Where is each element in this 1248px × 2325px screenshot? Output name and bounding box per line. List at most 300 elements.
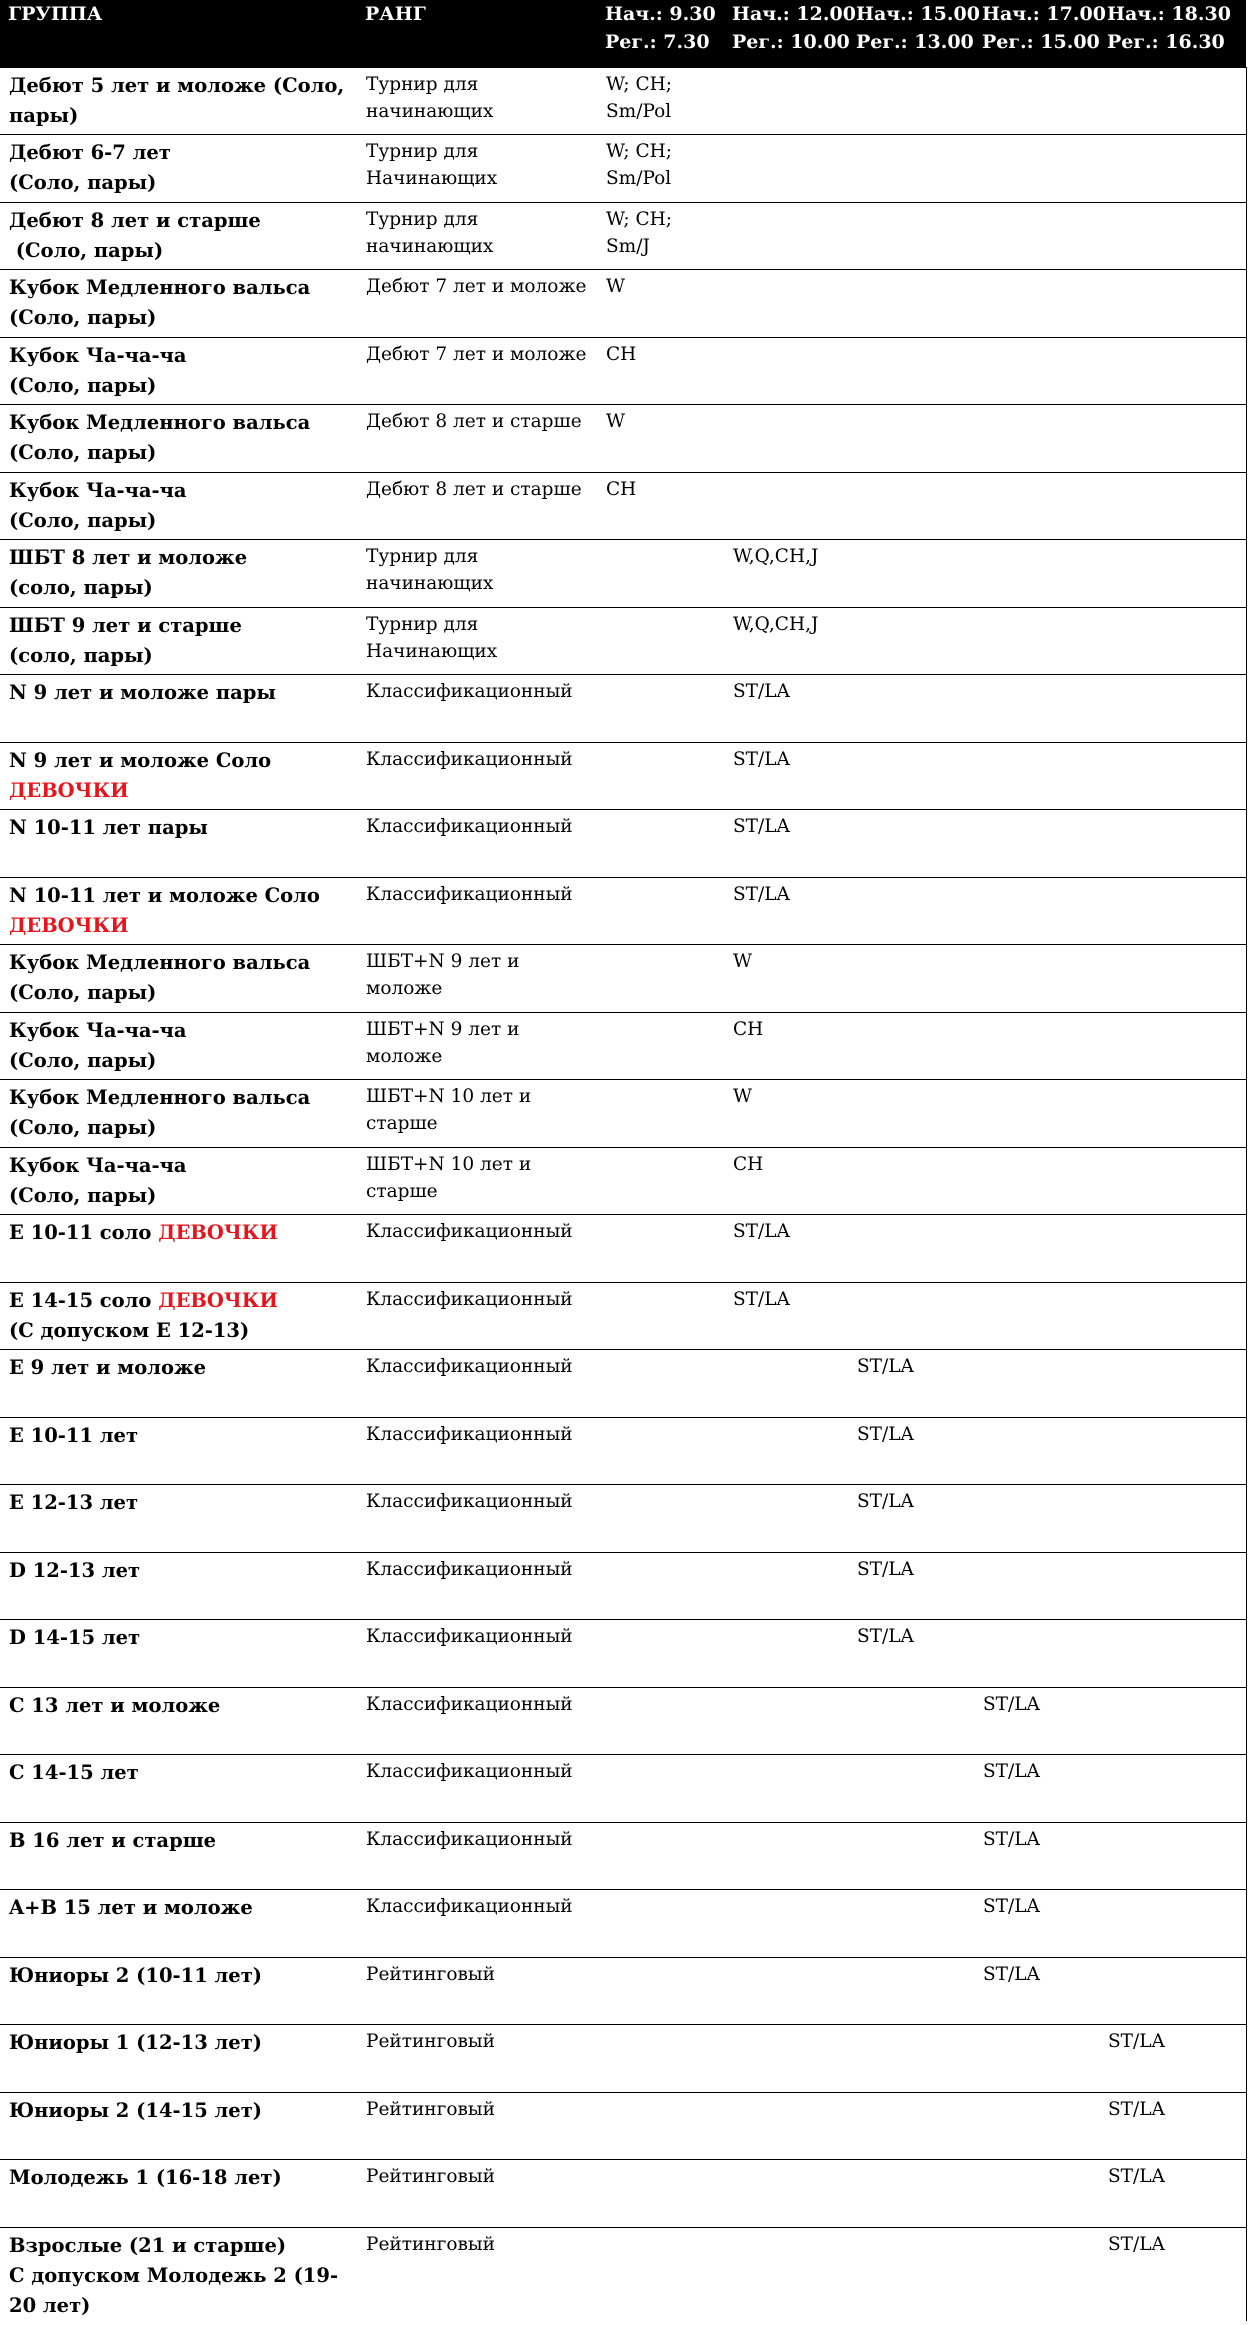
session-cell [1099,135,1246,203]
group-cell [0,810,357,878]
dances-cell: ST/LA [974,1755,1099,1823]
group-name: Дебют 8 лет и старше (Соло, пары) [9,208,261,262]
session-cell [974,337,1099,405]
session-cell [974,675,1099,743]
session-cell [848,2092,974,2160]
rank-cell: Турнир для начинающих [357,67,597,135]
session-cell [597,1485,724,1553]
group-name: ШБТ 9 лет и старше (соло, пары) [9,613,242,667]
session-cell [974,2025,1099,2093]
table-row [0,1755,1246,1823]
table-row [0,1957,1246,2025]
rank-cell: Классификационный [357,1417,597,1485]
group-cell [0,742,357,810]
session-cell [1099,877,1246,945]
session-cell [1099,1755,1246,1823]
session-cell [1099,202,1246,270]
group-cell [0,1147,357,1215]
dances-cell: W [597,405,724,473]
session-cell [1099,1215,1246,1283]
dances-cell: ST/LA [724,742,848,810]
header-row [0,0,1246,67]
table-row [0,1620,1246,1688]
session-cell [848,742,974,810]
group-name: N 10-11 лет пары [9,816,208,839]
group-cell [0,1012,357,1080]
group-note: (С допуском E 12-13) [9,1318,250,1342]
session-column-header [974,0,1106,67]
group-cell [0,1215,357,1283]
session-cell [848,1147,974,1215]
dances-cell: ST/LA [848,1350,974,1418]
group-name: Дебют 6-7 лет (Соло, пары) [9,141,171,194]
rank-cell: Классификационный [357,742,597,810]
table-header [0,0,1246,67]
group-name: Дебют 5 лет и моложе (Соло, пары) [9,73,351,127]
session-column-header [848,0,980,67]
dances-cell: W; CH; Sm/J [597,202,724,270]
group-name: Молодежь 1 (16-18 лет) [9,2166,282,2189]
group-cell [0,337,357,405]
session-cell [974,1620,1099,1688]
rank-cell: Дебют 7 лет и моложе [357,270,597,338]
dances-cell: ST/LA [974,1890,1099,1958]
session-cell [974,810,1099,878]
dances-cell: W,Q,CH,J [724,540,848,608]
rank-cell: ШБТ+N 10 лет и старше [357,1080,597,1148]
session-cell [974,67,1099,135]
session-cell [597,2092,724,2160]
group-name: E 9 лет и моложе [9,1356,207,1379]
group-column-header: ГРУППА [8,3,103,25]
session-registration-time: Рег.: 7.30 [605,31,710,53]
dances-cell: CH [724,1012,848,1080]
group-cell [0,1282,357,1350]
rank-cell: Дебют 8 лет и старше [357,405,597,473]
rank-cell: Турнир для Начинающих [357,607,597,675]
rank-cell: Классификационный [357,810,597,878]
group-cell [0,1755,357,1823]
session-cell [597,1417,724,1485]
rank-cell: Классификационный [357,1822,597,1890]
session-cell [848,810,974,878]
dances-cell: ST/LA [1099,2092,1246,2160]
session-cell [724,135,848,203]
session-cell [1099,1147,1246,1215]
session-cell [597,607,724,675]
rank-cell: Классификационный [357,1620,597,1688]
group-cell [0,1485,357,1553]
session-cell [597,1080,724,1148]
table-row [0,2227,1246,2321]
group-cell [0,2092,357,2160]
session-start-time: Нач.: 18.30 [1107,3,1231,25]
group-cell [0,2160,357,2228]
group-name: Кубок Медленного вальса (Соло, пары) [9,1086,311,1139]
session-cell [848,1890,974,1958]
table-row [0,135,1246,203]
session-cell [1099,810,1246,878]
dances-cell: ST/LA [724,675,848,743]
session-cell [597,2227,724,2321]
session-cell [974,1215,1099,1283]
session-cell [724,2092,848,2160]
session-cell [848,67,974,135]
session-cell [848,135,974,203]
session-cell [724,1822,848,1890]
table-row [0,945,1246,1013]
session-cell [974,135,1099,203]
table-row [0,472,1246,540]
session-column-header [597,0,724,67]
session-cell [1099,607,1246,675]
group-name: C 14-15 лет [9,1761,139,1784]
dances-cell: ST/LA [724,877,848,945]
session-column-header [724,0,856,67]
table-row [0,675,1246,743]
session-cell [724,202,848,270]
session-cell [848,1755,974,1823]
group-cell [0,877,357,945]
group-cell [0,2227,357,2321]
session-cell [724,1755,848,1823]
dances-cell: ST/LA [848,1417,974,1485]
session-cell [597,1147,724,1215]
dances-cell: ST/LA [974,1957,1099,2025]
session-cell [974,472,1099,540]
session-cell [597,1957,724,2025]
rank-cell: ШБТ+N 10 лет и старше [357,1147,597,1215]
session-cell [848,877,974,945]
session-cell [1099,1485,1246,1553]
table-row [0,1417,1246,1485]
group-cell [0,1620,357,1688]
session-cell [1099,270,1246,338]
dances-cell: ST/LA [1099,2227,1246,2321]
group-cell [0,270,357,338]
table-row [0,270,1246,338]
rank-cell: Турнир для начинающих [357,540,597,608]
dances-cell: ST/LA [974,1822,1099,1890]
group-name: N 9 лет и моложе Соло [9,748,272,772]
session-cell [848,270,974,338]
dances-cell: CH [597,472,724,540]
group-name: Кубок Медленного вальса (Соло, пары) [9,411,311,464]
session-cell [1099,675,1246,743]
group-cell [0,1350,357,1418]
group-name: Кубок Ча-ча-ча (Соло, пары) [9,343,187,397]
session-cell [974,270,1099,338]
dances-cell: ST/LA [724,1215,848,1283]
session-cell [974,1080,1099,1148]
session-cell [724,2160,848,2228]
session-cell [974,405,1099,473]
session-start-time: Нач.: 12.00 [732,3,856,25]
rank-cell: Классификационный [357,1350,597,1418]
group-gender-label: ДЕВОЧКИ [9,913,129,937]
session-cell [597,1687,724,1755]
group-cell [0,2025,357,2093]
session-cell [848,202,974,270]
rank-cell: Классификационный [357,675,597,743]
session-cell [974,540,1099,608]
session-cell [1099,1417,1246,1485]
table-row [0,2025,1246,2093]
group-name: Взрослые (21 и старше) С допуском Молодежь 2 (19-20 лет) [9,2233,339,2317]
group-cell [0,1552,357,1620]
session-cell [974,1012,1099,1080]
group-cell [0,1417,357,1485]
group-cell [0,1957,357,2025]
session-cell [724,1890,848,1958]
session-cell [724,270,848,338]
group-gender-label: ДЕВОЧКИ [9,778,129,802]
table-row [0,1147,1246,1215]
dances-cell: ST/LA [1099,2160,1246,2228]
group-cell [0,472,357,540]
session-cell [848,472,974,540]
rank-cell: ШБТ+N 9 лет и моложе [357,1012,597,1080]
dances-cell: W,Q,CH,J [724,607,848,675]
session-cell [974,607,1099,675]
session-cell [597,1350,724,1418]
rank-cell: Турнир для начинающих [357,202,597,270]
group-gender-label: ДЕВОЧКИ [158,1288,278,1312]
session-cell [974,2160,1099,2228]
session-cell [597,877,724,945]
session-cell [597,2160,724,2228]
dances-cell: CH [597,337,724,405]
group-name: Юниоры 1 (12-13 лет) [9,2031,263,2054]
session-cell [597,1755,724,1823]
session-cell [1099,1552,1246,1620]
group-name: D 12-13 лет [9,1558,141,1582]
dances-cell: ST/LA [724,810,848,878]
session-cell [724,2227,848,2321]
dances-cell: ST/LA [848,1620,974,1688]
group-name: B 16 лет и старше [9,1828,217,1852]
group-name: N 9 лет и моложе пары [9,681,276,704]
group-name: A+B 15 лет и моложе [9,1896,253,1919]
rank-cell: ШБТ+N 9 лет и моложе [357,945,597,1013]
group-cell [0,607,357,675]
rank-cell: Рейтинговый [357,2025,597,2093]
session-cell [1099,1080,1246,1148]
dances-cell: ST/LA [974,1687,1099,1755]
table-row [0,67,1246,135]
session-cell [848,1822,974,1890]
session-cell [974,2227,1099,2321]
session-start-time: Нач.: 9.30 [605,3,716,25]
session-cell [848,2160,974,2228]
session-cell [724,1620,848,1688]
rank-cell: Турнир для Начинающих [357,135,597,203]
table-row [0,1282,1246,1350]
table-row [0,1552,1246,1620]
session-cell [597,675,724,743]
session-cell [1099,1890,1246,1958]
group-name: E 12-13 лет [9,1491,139,1514]
group-name: Юниоры 2 (14-15 лет) [9,2098,263,2122]
session-cell [724,1552,848,1620]
group-name: Кубок Ча-ча-ча (Соло, пары) [9,1018,187,1072]
session-cell [848,1957,974,2025]
session-cell [1099,540,1246,608]
dances-cell: CH [724,1147,848,1215]
group-name: E 14-15 соло [9,1288,159,1312]
rank-cell: Дебют 7 лет и моложе [357,337,597,405]
session-cell [597,1215,724,1283]
session-cell [1099,1957,1246,2025]
session-cell [1099,1687,1246,1755]
session-cell [724,337,848,405]
table-row [0,1890,1246,1958]
session-cell [848,337,974,405]
session-column-header [1099,0,1246,67]
group-cell [0,1687,357,1755]
rank-cell: Классификационный [357,1687,597,1755]
dances-cell: ST/LA [848,1485,974,1553]
session-cell [1099,337,1246,405]
session-cell [848,1282,974,1350]
session-cell [974,202,1099,270]
session-cell [974,2092,1099,2160]
group-name: Кубок Ча-ча-ча (Соло, пары) [9,1153,187,1207]
session-cell [974,1350,1099,1418]
dances-cell: W [597,270,724,338]
session-cell [1099,945,1246,1013]
session-cell [597,1620,724,1688]
rank-cell: Классификационный [357,1890,597,1958]
session-cell [1099,742,1246,810]
table-row [0,337,1246,405]
table-row [0,1687,1246,1755]
session-cell [597,810,724,878]
table-row [0,540,1246,608]
session-cell [848,540,974,608]
session-registration-time: Рег.: 15.00 [982,31,1100,53]
group-cell [0,540,357,608]
session-cell [848,2227,974,2321]
session-cell [1099,67,1246,135]
rank-column-header: РАНГ [365,3,426,25]
table-row [0,2160,1246,2228]
rank-cell: Классификационный [357,1282,597,1350]
group-name: N 10-11 лет и моложе Соло [9,883,320,907]
table-row [0,877,1246,945]
group-cell [0,1080,357,1148]
table-row [0,1215,1246,1283]
group-cell [0,945,357,1013]
table-row [0,1080,1246,1148]
dances-cell: W; CH; Sm/Pol [597,135,724,203]
session-cell [597,1822,724,1890]
group-cell [0,675,357,743]
group-gender-label: ДЕВОЧКИ [158,1221,278,1244]
table-row [0,1012,1246,1080]
session-cell [974,1417,1099,1485]
session-cell [848,1012,974,1080]
session-cell [597,2025,724,2093]
session-cell [724,2025,848,2093]
session-cell [597,1012,724,1080]
group-name: D 14-15 лет [9,1626,141,1649]
session-cell [724,472,848,540]
session-cell [724,1957,848,2025]
dances-cell: ST/LA [1099,2025,1246,2093]
session-cell [848,945,974,1013]
group-name: Кубок Медленного вальса (Соло, пары) [9,951,311,1004]
session-cell [1099,1620,1246,1688]
group-cell [0,405,357,473]
rank-cell: Классификационный [357,1215,597,1283]
dances-cell: W [724,1080,848,1148]
table-row [0,607,1246,675]
group-cell [0,202,357,270]
session-registration-time: Рег.: 10.00 [732,31,850,53]
session-cell [1099,405,1246,473]
session-registration-time: Рег.: 16.30 [1107,31,1225,53]
session-cell [1099,1012,1246,1080]
rank-cell: Классификационный [357,1552,597,1620]
session-registration-time: Рег.: 13.00 [856,31,974,53]
rank-cell: Рейтинговый [357,1957,597,2025]
session-cell [974,742,1099,810]
group-cell [0,67,357,135]
session-cell [848,607,974,675]
session-cell [724,1350,848,1418]
group-cell [0,135,357,203]
session-cell [848,1080,974,1148]
session-cell [597,540,724,608]
group-name: C 13 лет и моложе [9,1693,221,1717]
table-row [0,1485,1246,1553]
table-row [0,202,1246,270]
table-body [0,67,1246,2321]
session-cell [1099,1282,1246,1350]
group-cell [0,1822,357,1890]
group-name: ШБТ 8 лет и моложе (соло, пары) [9,546,248,599]
session-cell [724,67,848,135]
table-row [0,1350,1246,1418]
session-cell [848,675,974,743]
dances-cell: ST/LA [848,1552,974,1620]
rank-cell: Рейтинговый [357,2160,597,2228]
session-cell [974,1282,1099,1350]
session-cell [597,1552,724,1620]
rank-cell: Классификационный [357,1485,597,1553]
session-cell [724,405,848,473]
session-cell [974,877,1099,945]
session-cell [974,1147,1099,1215]
session-cell [597,742,724,810]
rank-cell: Дебют 8 лет и старше [357,472,597,540]
group-cell [0,1890,357,1958]
table-row [0,1822,1246,1890]
session-cell [597,1282,724,1350]
table-row [0,405,1246,473]
session-cell [597,945,724,1013]
session-cell [848,2025,974,2093]
session-start-time: Нач.: 15.00 [856,3,980,25]
table-row [0,810,1246,878]
rank-cell: Рейтинговый [357,2092,597,2160]
session-cell [1099,472,1246,540]
session-cell [974,1485,1099,1553]
session-start-time: Нач.: 17.00 [982,3,1106,25]
session-cell [724,1687,848,1755]
rank-cell: Классификационный [357,877,597,945]
